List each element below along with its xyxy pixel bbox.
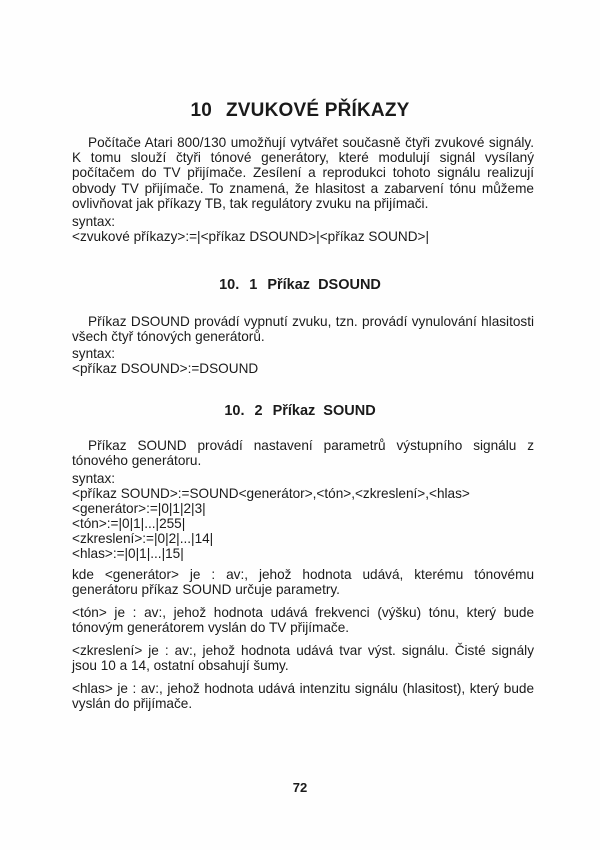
section-number: 10. [219,277,240,293]
section-name: SOUND [323,403,376,419]
explanation-generator: kde <generátor> je : av:, jehož hodnota udává, kterému tónovému generátoru příkaz SOUND určuje parametry. [72,567,534,598]
syntax-line: <zvukové příkazy>:=|<příkaz DSOUND>|<příkaz SOUND>| [72,229,429,244]
chapter-number: 10 [190,100,212,121]
section-subnumber: 1 [249,277,258,293]
syntax-line: <příkaz SOUND>:=SOUND<generátor>,<tón>,<zkreslení>,<hlas> [72,486,470,501]
chapter-heading [0,100,600,122]
syntax-label: syntax: [72,346,116,361]
section-sound-body: Příkaz SOUND provádí nastavení parametrů výstupního signálu z tónového generátoru. [72,438,534,469]
explanation-ton: <tón> je : av:, jehož hodnota udává frekvenci (výšku) tónu, který bude tónovým generátorem vyslán do TV přijímače. [72,605,534,636]
explanation-hlas: <hlas> je : av:, jehož hodnota udává intenzitu signálu (hlasitost), který bude vyslán do přijímače. [72,681,534,712]
syntax-line: <příkaz DSOUND>:=DSOUND [72,361,259,376]
syntax-line: <tón>:=|0|1|...|255| [72,516,186,531]
syntax-line: <zkreslení>:=|0|2|...|14| [72,531,214,546]
page-number: 72 [292,780,308,795]
section-number: 10. [224,403,245,419]
explanation-zkresleni: <zkreslení> je : av:, jehož hodnota udává tvar výst. signálu. Čisté signály jsou 10 a 14, ostatní obsahují šumy. [72,643,534,674]
section-sound-syntax [72,471,534,561]
section-heading-dsound [0,277,600,293]
chapter-title: ZVUKOVÉ PŘÍKAZY [226,100,410,121]
section-name: DSOUND [318,277,381,293]
section-dsound-syntax [72,346,534,376]
section-subnumber: 2 [254,403,263,419]
syntax-label: syntax: [72,471,116,486]
syntax-line: <hlas>:=|0|1|...|15| [72,546,184,561]
section-heading-sound [0,403,600,419]
chapter-intro: Počítače Atari 800/130 umožňují vytvářet současně čtyři zvukové signály. K tomu slouží čtyři tónové generátory, které modulují signál vysílaný počítačem do TV přijímače. Zesílení a reprodukci tohoto signálu realizují obvody TV přijímače. To znamená, že hlasitost a zabarvení tónu můžeme ovlivňovat jak příkazy TB, tak regulátory zvuku na přijímači. [72,135,534,211]
syntax-label: syntax: [72,214,116,229]
section-word: Příkaz [272,403,316,419]
syntax-line: <generátor>:=|0|1|2|3| [72,501,206,516]
section-word: Příkaz [267,277,311,293]
section-dsound-body: Příkaz DSOUND provádí vypnutí zvuku, tzn. provádí vynulování hlasitosti všech čtyř tónových generátorů. [72,314,534,345]
chapter-syntax [72,214,534,244]
